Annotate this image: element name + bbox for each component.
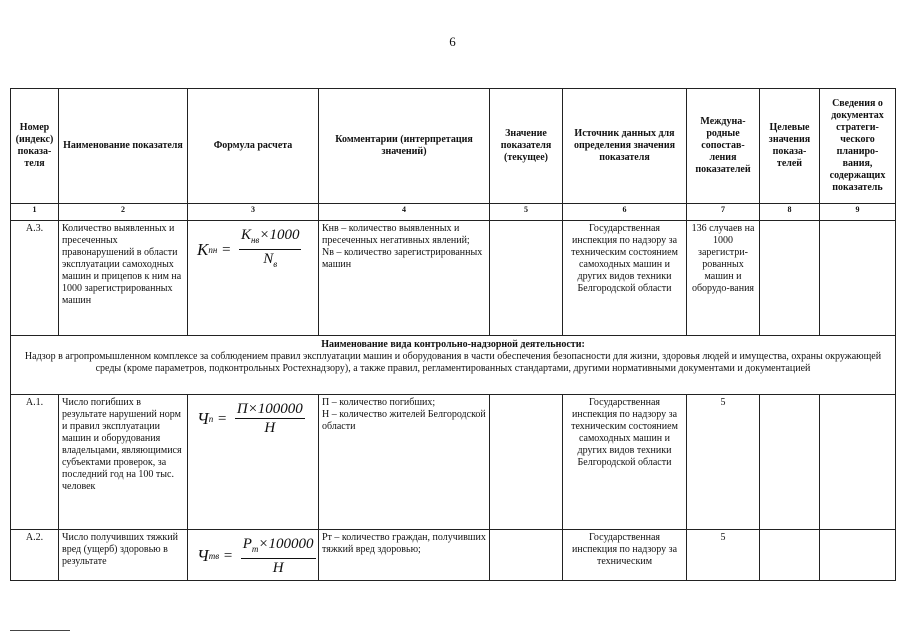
formula-factor: ×100000: [258, 536, 314, 552]
formula-lhs: Ч: [197, 408, 209, 428]
formula-denominator: Н: [272, 560, 284, 576]
formula-factor: ×100000: [247, 401, 303, 417]
planning-documents: [820, 395, 896, 530]
header-cell: Номер (индекс) показа-теля: [11, 89, 59, 204]
comment-line: Nв – количество зарегистрированных машин: [322, 247, 483, 270]
target-value: [760, 530, 820, 581]
column-number: 7: [687, 204, 760, 221]
column-number: 4: [319, 204, 490, 221]
formula: [191, 223, 315, 273]
formula-lhs-sub: пн: [208, 244, 218, 255]
column-number: 2: [59, 204, 188, 221]
column-number: 8: [760, 204, 820, 221]
formula-numerator: Р: [242, 536, 252, 552]
formula-cell: [188, 530, 319, 581]
footnote-divider: [10, 630, 70, 631]
indicator-code: А.3.: [11, 221, 59, 336]
header-cell: Источник данных для определения значения показателя: [563, 89, 687, 204]
formula-denominator: Н: [264, 420, 276, 436]
formula-lhs: Ч: [197, 546, 209, 565]
target-value: [760, 395, 820, 530]
equals-sign: =: [219, 548, 237, 564]
planning-documents: [820, 530, 896, 581]
column-number: 9: [820, 204, 896, 221]
formula-numerator-sub: нв: [250, 235, 260, 245]
column-number: 6: [563, 204, 687, 221]
section-cell: [11, 336, 896, 395]
formula-numerator: П: [236, 401, 248, 417]
formula-lhs-sub: п: [208, 413, 214, 424]
target-value: [760, 221, 820, 336]
comment-line: П – количество погибших;: [322, 397, 436, 408]
formula-denominator-sub: в: [273, 259, 278, 269]
comment-line: Рт – количество граждан, получивших тяжкий вред здоровью;: [322, 532, 486, 555]
international-comparison: 136 случаев на 1000 зарегистри-рованных машин и оборудо-вания: [687, 221, 760, 336]
page-number: 6: [449, 34, 456, 49]
equals-sign: =: [213, 410, 231, 427]
formula-lhs-sub: тв: [208, 551, 220, 561]
formula-cell: [188, 221, 319, 336]
indicator-name: Количество выявленных и пресеченных правонарушений в области эксплуатации самоходных машин и прицепов к ним на 1000 зарегистрированных машин: [59, 221, 188, 336]
header-cell: Целевые значения показа-телей: [760, 89, 820, 204]
comment-line: Кнв – количество выявленных и пресеченных негативных явлений;: [322, 223, 470, 246]
section-row: [11, 336, 896, 395]
formula-cell: [188, 395, 319, 530]
table-row: [11, 221, 896, 336]
current-value: [490, 530, 563, 581]
formula-denominator: N: [263, 251, 274, 267]
column-number: 1: [11, 204, 59, 221]
formula-numerator: K: [240, 227, 251, 243]
formula-fraction: [235, 400, 305, 437]
column-number-row: [11, 204, 896, 221]
formula: [191, 397, 315, 437]
comment-cell: [319, 530, 490, 581]
formula-fraction: [241, 535, 316, 577]
comment-cell: [319, 221, 490, 336]
column-number: 3: [188, 204, 319, 221]
international-comparison: 5: [687, 530, 760, 581]
header-cell: Формула расчета: [188, 89, 319, 204]
column-number: 5: [490, 204, 563, 221]
header-cell: Комментарии (интерпретация значений): [319, 89, 490, 204]
planning-documents: [820, 221, 896, 336]
formula-lhs: K: [197, 239, 209, 259]
international-comparison: 5: [687, 395, 760, 530]
header-cell: Значение показателя (текущее): [490, 89, 563, 204]
indicator-code: А.1.: [11, 395, 59, 530]
header-cell: Междуна-родные сопостав-ления показателей: [687, 89, 760, 204]
current-value: [490, 395, 563, 530]
indicator-code: А.2.: [11, 530, 59, 581]
data-source: Государственная инспекция по надзору за техническим состоянием самоходных машин и других видов техники Белгородской области: [563, 221, 687, 336]
current-value: [490, 221, 563, 336]
indicator-name: Число погибших в результате нарушений норм и правил эксплуатации машин и оборудования владельцами, являющимися субъектами проверок, за последний год на 100 тыс. человек: [59, 395, 188, 530]
comment-cell: [319, 395, 490, 530]
indicators-table: [10, 88, 896, 581]
header-row: [11, 89, 896, 204]
table-row: [11, 395, 896, 530]
section-text: Надзор в агропромышленном комплексе за соблюдением правил эксплуатации машин и оборудования в части обеспечения безопасности для жизни, здоровья людей и имущества, охраны окружающей среды (кроме параметров, подконтрольных Ростехнадзору), а также правил, регламентированных стандартами, другими нормативными документами и документацией: [24, 351, 882, 374]
header-cell: Сведения о документах стратеги-ческого планиро-вания, содержащих показатель: [820, 89, 896, 204]
formula-factor: ×1000: [259, 227, 300, 243]
equals-sign: =: [217, 241, 235, 258]
data-source: Государственная инспекция по надзору за техническим состоянием самоходных машин и других видов техники Белгородской области: [563, 395, 687, 530]
formula: [191, 532, 315, 577]
comment-line: Н – количество жителей Белгородской области: [322, 409, 486, 432]
formula-numerator-sub: т: [251, 544, 259, 554]
formula-fraction: [239, 226, 302, 273]
indicator-name: Число получивших тяжкий вред (ущерб) здоровью в результате: [59, 530, 188, 581]
table-row: [11, 530, 896, 581]
header-cell: Наименование показателя: [59, 89, 188, 204]
data-source: Государственная инспекция по надзору за техническим: [563, 530, 687, 581]
section-title: Наименование вида контрольно-надзорной деятельности:: [321, 339, 585, 350]
